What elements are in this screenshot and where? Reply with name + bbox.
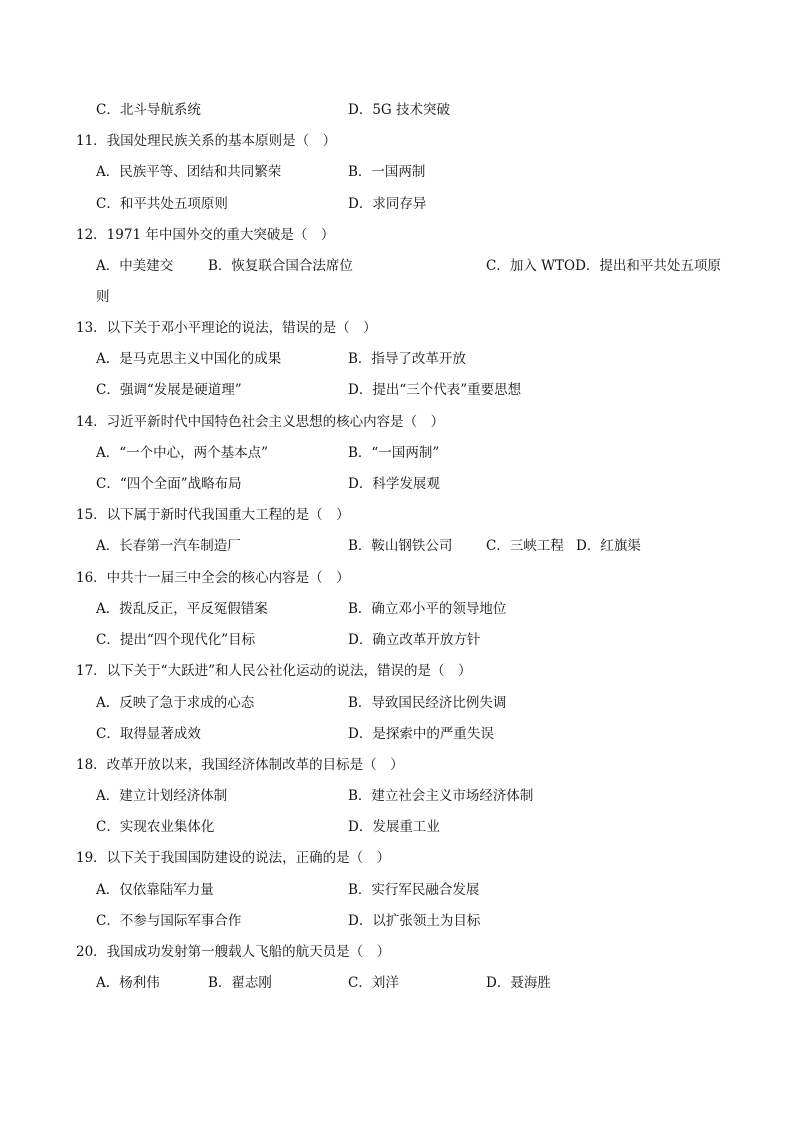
q15-option-d: D．红旗渠 (576, 538, 641, 554)
q13-option-d: D．提出“三个代表”重要思想 (348, 382, 522, 398)
q19-option-c: C．不参与国际军事合作 (96, 913, 242, 929)
q11-option-c: C．和平共处五项原则 (96, 196, 228, 212)
q16-option-b: B．确立邓小平的领导地位 (348, 601, 507, 617)
q17-option-b: B．导致国民经济比例失调 (348, 695, 507, 711)
q12-option-b: B．恢复联合国合法席位 (208, 258, 353, 274)
q18-option-a: A．建立计划经济体制 (96, 788, 228, 804)
q18-stem: 18．改革开放以来，我国经济体制改革的目标是（ ） (76, 757, 404, 773)
q18-option-b: B．建立社会主义市场经济体制 (348, 788, 534, 804)
q20-option-b: B．翟志刚 (208, 975, 272, 991)
q15-option-b: B．鞍山钢铁公司 (348, 538, 453, 554)
q15-stem: 15．以下属于新时代我国重大工程的是（ ） (76, 507, 350, 523)
q16-option-d: D．确立改革开放方针 (348, 632, 481, 648)
q18-option-d: D．发展重工业 (348, 819, 440, 835)
q11-stem: 11．我国处理民族关系的基本原则是（ ） (76, 133, 337, 149)
q14-option-d: D．科学发展观 (348, 476, 440, 492)
q20-option-a: A．杨利伟 (96, 975, 160, 991)
q17-option-a: A．反映了急于求成的心态 (96, 695, 255, 711)
q16-option-a: A．拨乱反正，平反冤假错案 (96, 601, 268, 617)
q14-option-b: B．“一国两制” (348, 445, 440, 461)
q18-option-c: C．实现农业集体化 (96, 819, 215, 835)
q14-option-a: A．“一个中心，两个基本点” (96, 445, 269, 461)
q16-option-c: C．提出“四个现代化”目标 (96, 632, 256, 648)
q17-stem: 17．以下关于“大跃进”和人民公社化运动的说法，错误的是（ ） (76, 663, 472, 679)
q14-stem: 14．习近平新时代中国特色社会主义思想的核心内容是（ ） (76, 414, 445, 430)
q13-option-c: C．强调“发展是硬道理” (96, 382, 242, 398)
q13-option-b: B．指导了改革开放 (348, 351, 466, 367)
q20-stem: 20．我国成功发射第一艘载人飞船的航天员是（ ） (76, 944, 391, 960)
q10-option-c: C．北斗导航系统 (96, 102, 201, 118)
q15-option-a: A．长春第一汽车制造厂 (96, 538, 241, 554)
q11-option-b: B．一国两制 (348, 164, 426, 180)
q11-option-d: D．求同存异 (348, 196, 427, 212)
q17-option-d: D．是探索中的严重失误 (348, 726, 494, 742)
q16-stem: 16．中共十一届三中全会的核心内容是（ ） (76, 570, 350, 586)
q12-option-wrap: 则 (96, 289, 110, 305)
q12-option-a: A．中美建交 (96, 258, 174, 274)
q20-option-d: D．聂海胜 (486, 975, 551, 991)
q12-stem: 12．1971 年中国外交的重大突破是（ ） (76, 227, 335, 243)
q15-option-c: C．三峡工程 (486, 538, 564, 554)
q11-option-a: A．民族平等、团结和共同繁荣 (96, 164, 282, 180)
q13-option-a: A．是马克思主义中国化的成果 (96, 351, 282, 367)
q10-option-d: D．5G 技术突破 (348, 102, 450, 118)
q19-stem: 19．以下关于我国国防建设的说法，正确的是（ ） (76, 850, 391, 866)
q14-option-c: C．“四个全面”战略布局 (96, 476, 242, 492)
q20-option-c: C．刘洋 (348, 975, 399, 991)
q19-option-d: D．以扩张领土为目标 (348, 913, 481, 929)
q19-option-a: A．仅依靠陆军力量 (96, 882, 214, 898)
q13-stem: 13．以下关于邓小平理论的说法，错误的是（ ） (76, 320, 377, 336)
q12-option-c: C．加入 WTOD．提出和平共处五项原 (486, 258, 721, 274)
q19-option-b: B．实行军民融合发展 (348, 882, 480, 898)
q17-option-c: C．取得显著成效 (96, 726, 201, 742)
